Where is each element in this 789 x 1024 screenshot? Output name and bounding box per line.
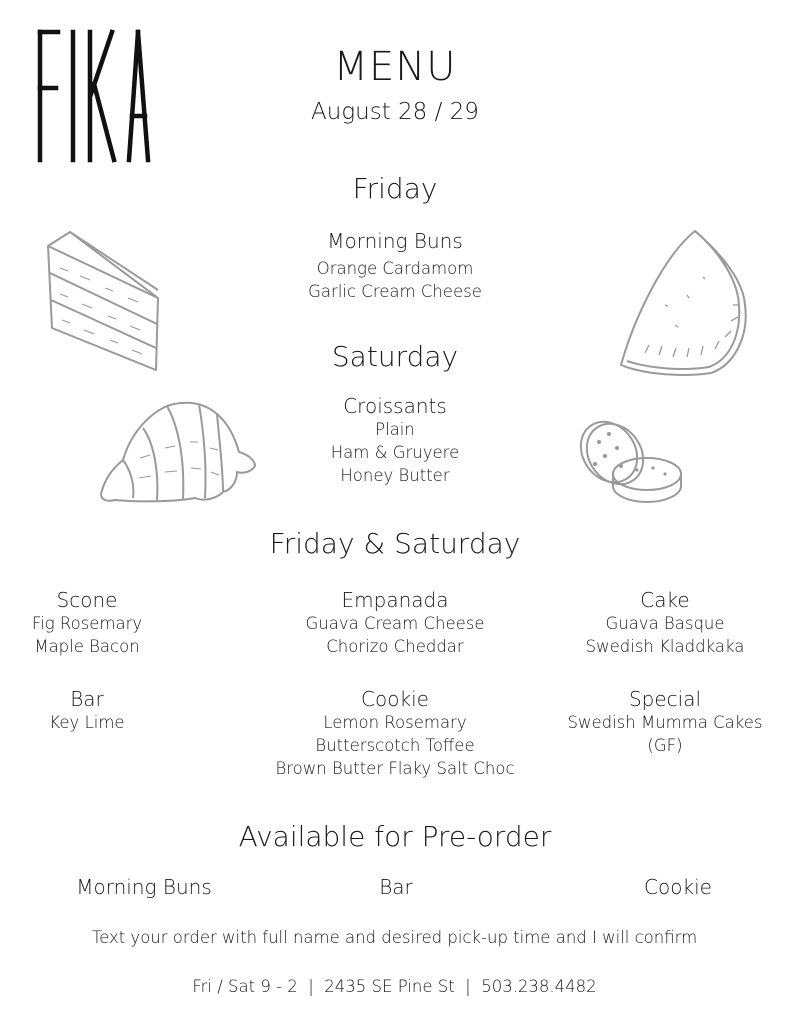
croissant-icon — [95, 398, 260, 508]
menu-line: Fig Rosemary — [31, 614, 143, 633]
preorder-item-bar: Bar — [379, 875, 413, 899]
empanada-title: Empanada — [341, 588, 449, 612]
empanada-icon — [615, 225, 755, 380]
menu-title: MENU — [333, 44, 457, 90]
menu-line: Garlic Cream Cheese — [308, 282, 482, 301]
menu-line: (GF) — [647, 736, 683, 755]
friday-morning-buns — [245, 229, 545, 303]
special-block — [545, 687, 785, 757]
morning-buns-title: Morning Buns — [327, 229, 463, 253]
fika-logo — [30, 28, 155, 168]
preorder-item-morning-buns: Morning Buns — [76, 875, 212, 899]
empanada-block — [245, 588, 545, 658]
menu-line: Swedish Mumma Cakes — [567, 713, 763, 732]
cake-title: Cake — [640, 588, 690, 612]
menu-line: Honey Butter — [340, 466, 450, 485]
menu-line: Guava Basque — [605, 614, 725, 633]
menu-date: August 28 / 29 — [311, 99, 479, 125]
menu-line: Guava Cream Cheese — [305, 614, 485, 633]
footer-info: Fri / Sat 9 - 2 | 2435 SE Pine St | 503.238.4482 — [192, 977, 597, 996]
cake-slice-icon — [40, 228, 165, 378]
friday-heading: Friday — [352, 172, 438, 205]
preorder-item-cookie: Cookie — [644, 875, 712, 899]
cake-block — [545, 588, 785, 658]
preorder-note: Text your order with full name and desired pick-up time and I will confirm — [91, 928, 698, 947]
croissants-title: Croissants — [343, 394, 447, 418]
menu-line: Plain — [375, 420, 415, 439]
saturday-croissants — [245, 394, 545, 487]
menu-line: Butterscotch Toffee — [315, 736, 475, 755]
scone-title: Scone — [56, 588, 118, 612]
menu-line: Orange Cardamom — [316, 259, 474, 278]
fika-logo-mark — [30, 28, 155, 168]
menu-line: Chorizo Cheddar — [326, 637, 464, 656]
bar-block — [0, 687, 174, 734]
cookie-title: Cookie — [361, 687, 429, 711]
cookie-block — [245, 687, 545, 780]
saturday-heading: Saturday — [331, 340, 459, 373]
menu-line: Swedish Kladdkaka — [585, 637, 745, 656]
special-title: Special — [628, 687, 702, 711]
preorder-heading: Available for Pre-order — [238, 820, 552, 853]
menu-line: Ham & Gruyere — [330, 443, 460, 462]
cookie-stack-icon — [575, 412, 685, 504]
menu-line: Maple Bacon — [34, 637, 140, 656]
menu-line: Key Lime — [49, 713, 125, 732]
friday-saturday-heading: Friday & Saturday — [269, 527, 521, 560]
bar-title: Bar — [70, 687, 104, 711]
menu-line: Brown Butter Flaky Salt Choc — [275, 759, 515, 778]
menu-line: Lemon Rosemary — [323, 713, 467, 732]
scone-block — [0, 588, 174, 658]
